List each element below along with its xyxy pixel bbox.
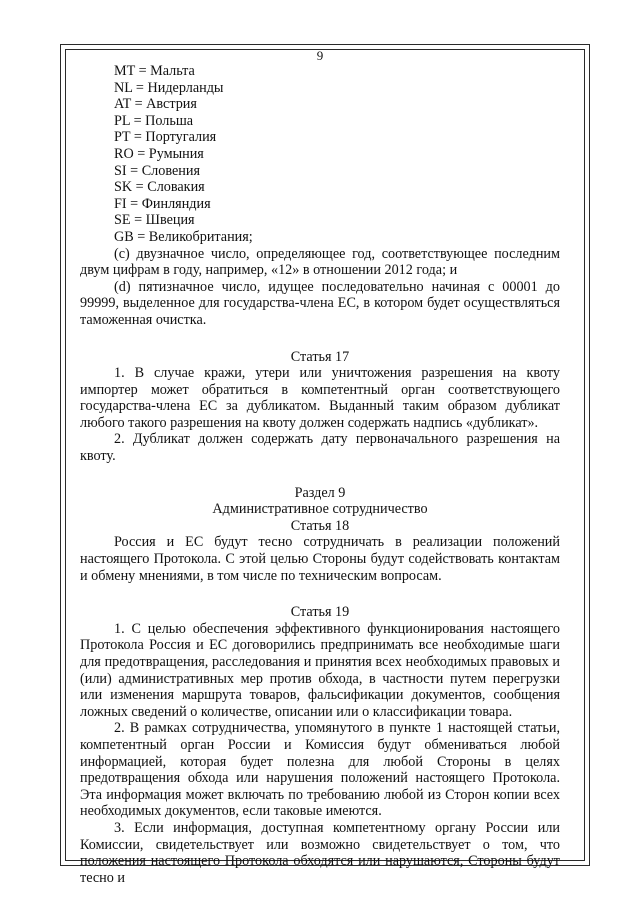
article-19-paragraph-1: 1. С целью обеспечения эффективного функционирования настоящего Протокола Россия и ЕС договорились предпринимать все необходимые шаги для предотвращения, расследования и принятия всех необходимых правовых и (или) административных мер против обхода, в частности путем перегрузки или изменения маршрута товаров, фальсификации документов, сообщения ложных сведений о количестве, описании или о классификации товара. xyxy=(80,620,560,720)
article-17-paragraph-1: 1. В случае кражи, утери или уничтожения разрешения на квоту импортер может обратиться в компетентный орган соответствующего государства-члена ЕС за дубликатом. Выданный таким образом дубликат любого такого разрешения на квоту должен содержать надпись «дубликат». xyxy=(80,365,560,431)
article-18-paragraph-1: Россия и ЕС будут тесно сотрудничать в реализации положений настоящего Протокола. С этой целью Стороны будут содействовать контактам и обмену мнениями, в том числе по техническим вопросам. xyxy=(80,534,560,584)
item-c-paragraph: (c) двузначное число, определяющее год, соответствующее последним двум цифрам в году, например, «12» в отношении 2012 года; и xyxy=(80,245,560,279)
country-code-item: PT = Португалия xyxy=(114,129,217,146)
page-number: 9 xyxy=(316,48,324,63)
article-18-title: Статья 18 xyxy=(290,517,350,534)
country-code-item: AT = Австрия xyxy=(114,96,197,113)
article-19-paragraph-2: 2. В рамках сотрудничества, упомянутого в пункте 1 настоящей статьи, компетентный орган России и Комиссия будут обмениваться любой информацией, которая будет полезна для любой Стороны в целях предотвращения обхода или нарушения положений настоящего Протокола. Эта информация может включать по требованию любой из Сторон копии всех необходимых документов, если таковые имеются. xyxy=(80,720,560,820)
article-17-paragraph-2: 2. Дубликат должен содержать дату первоначального разрешения на квоту. xyxy=(80,431,560,465)
article-17-title: Статья 17 xyxy=(290,348,350,365)
country-code-item: SK = Словакия xyxy=(114,179,205,196)
country-code-item: FI = Финляндия xyxy=(114,195,211,212)
country-code-item: PL = Польша xyxy=(114,112,194,129)
item-d-paragraph: (d) пятизначное число, идущее последовательно начиная с 00001 до 99999, выделенное для государства-члена ЕС, в котором будет осуществляться таможенная очистка. xyxy=(80,278,560,328)
section-9-subtitle: Административное сотрудничество xyxy=(212,501,428,518)
article-19-paragraph-3: 3. Если информация, доступная компетентному органу России или Комиссии, свидетельствует или возможно свидетельствует о том, что положения настоящего Протокола обходятся или нарушаются, Стороны будут тесно и xyxy=(80,819,560,886)
country-code-item: SI = Словения xyxy=(114,162,200,179)
country-code-list xyxy=(114,63,560,246)
section-9-title: Раздел 9 xyxy=(294,484,346,501)
country-code-item: GB = Великобритания; xyxy=(114,228,253,245)
country-code-item: RO = Румыния xyxy=(114,145,204,162)
document-body xyxy=(80,48,560,886)
country-code-item: MT = Мальта xyxy=(114,63,195,79)
country-code-item: SE = Швеция xyxy=(114,212,195,229)
article-19-title: Статья 19 xyxy=(290,604,350,621)
country-code-item: NL = Нидерланды xyxy=(114,79,224,96)
